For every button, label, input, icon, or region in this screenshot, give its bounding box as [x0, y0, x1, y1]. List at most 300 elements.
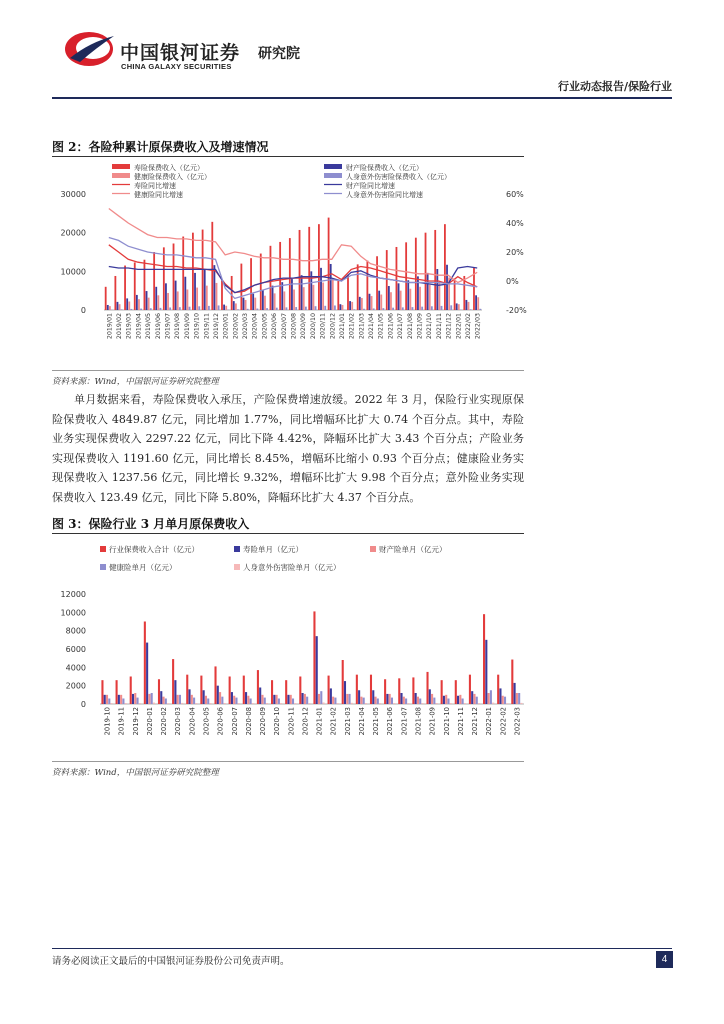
bar-3: [502, 696, 504, 704]
bar-3: [245, 300, 247, 310]
bar-1: [299, 230, 301, 310]
bar-1: [114, 276, 116, 310]
bar-4: [247, 309, 249, 310]
bar-4: [479, 309, 481, 310]
bar-1: [396, 247, 398, 310]
x-tick-label: 2021-02: [329, 707, 338, 736]
x-tick-label: 2019-12: [131, 707, 140, 736]
footer-divider: [52, 948, 672, 949]
bar-5: [125, 703, 127, 704]
bar-5: [266, 703, 268, 704]
bar-2: [415, 693, 417, 704]
bar-1: [271, 680, 273, 704]
bar-5: [238, 703, 240, 704]
bar-3: [106, 695, 108, 704]
bar-2: [349, 301, 351, 310]
bar-3: [403, 697, 405, 704]
bar-3: [225, 306, 227, 310]
bar-1: [173, 243, 175, 310]
bar-2: [175, 281, 177, 310]
bar-4: [160, 308, 162, 310]
bar-2: [465, 300, 467, 310]
bar-4: [198, 306, 200, 310]
x-tick-label: 2021/11: [435, 313, 443, 340]
bar-3: [313, 285, 315, 310]
legend-label: 寿险同比增速: [134, 182, 176, 190]
bar-5: [478, 703, 480, 704]
bar-4: [292, 699, 294, 705]
bar-2: [126, 298, 128, 310]
bar-2: [417, 276, 419, 310]
bar-2: [358, 690, 360, 704]
bar-2: [388, 286, 390, 310]
bar-3: [417, 697, 419, 704]
legend-label: 人身意外伤害险保费收入（亿元）: [346, 173, 451, 181]
bar-3: [254, 298, 256, 310]
bar-4: [276, 308, 278, 310]
bar-1: [342, 660, 344, 704]
bar-4: [470, 309, 472, 310]
bar-1: [186, 675, 188, 704]
bar-3: [128, 301, 130, 310]
bar-2: [514, 683, 516, 704]
legend-label: 人身意外伤害险同比增速: [346, 191, 423, 199]
bar-1: [192, 233, 194, 310]
bar-1: [240, 264, 242, 310]
bar-1: [221, 281, 223, 310]
x-tick-label: 2021/12: [445, 313, 453, 340]
figure3-title-rule: [52, 533, 524, 534]
bar-1: [163, 247, 165, 310]
y-right-tick-label: 0%: [506, 277, 519, 286]
bar-5: [506, 703, 508, 704]
legend-label: 人身意外伤害险单月（亿元）: [243, 563, 341, 572]
bar-3: [351, 302, 353, 310]
bar-4: [140, 309, 142, 310]
x-tick-label: 2022-03: [513, 707, 522, 736]
x-tick-label: 2020/05: [261, 313, 269, 340]
x-tick-label: 2022/01: [455, 313, 463, 340]
x-tick-label: 2021/08: [406, 313, 414, 340]
bar-1: [376, 256, 378, 310]
bar-1: [412, 677, 414, 704]
legend-swatch: [324, 164, 342, 169]
bar-2: [104, 695, 106, 704]
bar-1: [356, 675, 358, 704]
bar-5: [111, 703, 113, 704]
bar-3: [177, 291, 179, 310]
x-tick-label: 2020-06: [216, 707, 225, 736]
y-right-tick-label: -20%: [506, 306, 527, 315]
bar-3: [163, 697, 165, 704]
x-tick-label: 2020-11: [287, 707, 296, 736]
x-tick-label: 2021-08: [414, 707, 423, 736]
figure3-title: 图 3：保险行业 3 月单月原保费收入: [52, 517, 250, 531]
bar-3: [216, 283, 218, 310]
bar-3: [400, 291, 402, 310]
y-right-tick-label: 40%: [506, 219, 524, 228]
figure2-chart: [52, 158, 527, 368]
bar-4: [121, 309, 123, 310]
bar-1: [483, 614, 485, 704]
bar-4: [218, 305, 220, 310]
x-tick-label: 2021-04: [357, 707, 366, 736]
bar-4: [441, 306, 443, 310]
bar-4: [353, 309, 355, 310]
bar-4: [433, 698, 435, 704]
bar-5: [195, 703, 197, 704]
y-left-tick-label: 30000: [60, 190, 86, 199]
x-tick-label: 2021-12: [471, 707, 480, 736]
bar-1: [101, 680, 103, 704]
bar-2: [369, 294, 371, 310]
legend-label: 财产险单月（亿元）: [379, 545, 447, 554]
bar-4: [462, 699, 464, 705]
page-number: 4: [656, 951, 673, 968]
y-left-tick-label: 10000: [60, 267, 86, 277]
x-tick-label: 2021-07: [400, 707, 409, 736]
bar-4: [334, 698, 336, 704]
bar-1: [337, 281, 339, 310]
x-tick-label: 2020/04: [251, 313, 259, 340]
x-tick-label: 2022-01: [485, 707, 494, 736]
bar-1: [299, 677, 301, 705]
bar-3: [148, 694, 150, 704]
legend-label: 健康险单月（亿元）: [109, 563, 177, 572]
bar-1: [279, 242, 281, 310]
bar-4: [189, 307, 191, 310]
x-tick-label: 2021/02: [348, 313, 356, 340]
y-tick-label: 4000: [65, 663, 86, 673]
x-tick-label: 2020-09: [259, 707, 268, 736]
bar-4: [349, 694, 351, 704]
bar-4: [447, 699, 449, 705]
bar-5: [436, 703, 438, 704]
bar-4: [221, 697, 223, 704]
bar-5: [464, 703, 466, 704]
x-tick-label: 2019/07: [164, 313, 172, 340]
bar-4: [315, 306, 317, 310]
bar-1: [347, 275, 349, 310]
x-tick-label: 2019-10: [103, 707, 112, 736]
figure2-title-rule: [52, 156, 524, 157]
bar-3: [318, 694, 320, 704]
bar-3: [458, 304, 460, 310]
bar-3: [380, 295, 382, 310]
bar-3: [276, 695, 278, 704]
bar-1: [229, 677, 231, 705]
x-tick-label: 2020/07: [280, 313, 288, 340]
bar-4: [130, 309, 132, 310]
x-tick-label: 2020/11: [319, 313, 327, 340]
bar-2: [155, 287, 157, 310]
bar-2: [456, 303, 458, 310]
x-tick-label: 2022-02: [499, 707, 508, 736]
bar-3: [206, 286, 208, 310]
bar-2: [330, 688, 332, 704]
bar-1: [444, 224, 446, 310]
bar-5: [421, 703, 423, 704]
bar-2: [443, 696, 445, 704]
bar-3: [157, 295, 159, 310]
bar-5: [393, 703, 395, 704]
bar-3: [167, 293, 169, 310]
x-tick-label: 2020/03: [242, 313, 250, 340]
bar-1: [158, 679, 160, 704]
bar-2: [184, 277, 186, 310]
bar-3: [119, 304, 121, 310]
legend-label: 寿险单月（亿元）: [243, 545, 303, 554]
x-tick-label: 2020-04: [188, 707, 197, 736]
bar-5: [209, 703, 211, 704]
bar-4: [421, 307, 423, 310]
y-tick-label: 10000: [60, 608, 86, 618]
legend-swatch: [112, 173, 130, 178]
x-tick-label: 2019/06: [154, 313, 162, 340]
x-tick-label: 2020/01: [222, 313, 230, 340]
x-tick-label: 2020/10: [309, 313, 317, 340]
bar-3: [138, 299, 140, 310]
y-tick-label: 2000: [65, 681, 86, 691]
bar-2: [233, 301, 235, 310]
bar-4: [382, 308, 384, 310]
bar-5: [224, 703, 226, 704]
x-tick-label: 2020-10: [273, 707, 282, 736]
bar-3: [148, 298, 150, 310]
bar-4: [207, 699, 209, 705]
x-tick-label: 2019/01: [106, 313, 114, 340]
bar-3: [342, 305, 344, 310]
bar-1: [243, 676, 245, 704]
legend-swatch: [370, 546, 376, 552]
x-tick-label: 2021-09: [428, 707, 437, 736]
bar-1: [426, 672, 428, 704]
x-tick-label: 2020/09: [300, 313, 308, 340]
bar-2: [499, 688, 501, 704]
x-tick-label: 2020-07: [230, 707, 239, 736]
bar-3: [419, 287, 421, 310]
bar-3: [261, 695, 263, 704]
bar-2: [259, 688, 261, 705]
bar-3: [346, 694, 348, 704]
bar-2: [117, 302, 119, 310]
bar-1: [434, 230, 436, 310]
bar-2: [203, 690, 205, 704]
bar-3: [109, 306, 111, 310]
legend-label: 健康险保费收入（亿元）: [134, 173, 211, 181]
bar-3: [477, 297, 479, 310]
x-tick-label: 2021-10: [442, 707, 451, 736]
bar-2: [107, 305, 109, 310]
x-tick-label: 2021/01: [338, 313, 346, 340]
figure3-source: 资料来源：Wind，中国银河证券研究院整理: [52, 768, 219, 778]
legend-label: 财产险同比增速: [346, 182, 395, 190]
brand-name-cn: 中国银河证券: [120, 42, 241, 64]
figure2-source: 资料来源：Wind，中国银河证券研究院整理: [52, 377, 219, 387]
x-tick-label: 2020/12: [329, 313, 337, 340]
bar-3: [264, 296, 266, 310]
legend-swatch: [234, 546, 240, 552]
x-tick-label: 2019/09: [183, 313, 191, 340]
bar-2: [320, 268, 322, 310]
bar-1: [328, 676, 330, 704]
bar-2: [146, 291, 148, 310]
figure2-title: 图 2：各险种累计原保费收入及增速情况: [52, 140, 269, 154]
bar-1: [289, 238, 291, 310]
body-paragraph: 单月数据来看，寿险保费收入承压，产险保费增速放缓。2022 年 3 月，保险行业实现原保险保费收入 4849.87 亿元，同比增加 1.77%，同比增幅环比扩大 0.74 个百分点。其中，寿险业务实现保费收入 2297.22 亿元，同比下降 4.42%，降幅环比扩大 3.43 个百分点；产险业务实现保费收入 1191.60 亿元，同比增长 8.45%，增幅环比缩小 0.93 个百分点；健康险业务实现保费收入 1237.56 亿元，同比增长 9.32%，增幅环比扩大 9.98 个百分点；意外险业务实现保费收入 123.49 亿元，同比下降 5.80%，降幅环比扩大 4.37 个百分点。: [52, 393, 524, 504]
bar-5: [252, 703, 254, 704]
y-left-tick-label: 20000: [60, 228, 86, 238]
bar-4: [165, 699, 167, 705]
bar-1: [144, 260, 146, 310]
bar-1: [285, 680, 287, 704]
bar-1: [105, 287, 107, 310]
bar-3: [332, 278, 334, 310]
bar-3: [290, 695, 292, 704]
bar-1: [172, 659, 174, 704]
figure2-source-rule: [52, 370, 524, 371]
x-tick-label: 2021/10: [426, 313, 434, 340]
x-tick-label: 2020/02: [232, 313, 240, 340]
x-tick-label: 2021/07: [397, 313, 405, 340]
bar-4: [305, 307, 307, 310]
bar-1: [405, 242, 407, 310]
bar-4: [320, 691, 322, 704]
y-tick-label: 6000: [65, 645, 86, 654]
x-tick-label: 2020-08: [244, 707, 253, 736]
bar-2: [359, 297, 361, 310]
bar-1: [497, 675, 499, 704]
x-tick-label: 2021-01: [315, 707, 324, 736]
bar-4: [324, 306, 326, 310]
bar-5: [323, 703, 325, 704]
bar-2: [316, 636, 318, 704]
bar-3: [429, 285, 431, 310]
bar-2: [136, 295, 138, 310]
y-right-tick-label: 60%: [506, 190, 524, 199]
bar-3: [120, 695, 122, 704]
bar-3: [371, 296, 373, 310]
bar-4: [334, 305, 336, 310]
bar-2: [287, 695, 289, 704]
bar-2: [407, 280, 409, 310]
bar-5: [280, 703, 282, 704]
bar-1: [370, 675, 372, 704]
bar-4: [169, 307, 171, 310]
bar-2: [429, 689, 431, 704]
legend-swatch: [324, 173, 342, 178]
bar-3: [389, 694, 391, 704]
bar-3: [390, 292, 392, 310]
bar-1: [200, 676, 202, 704]
bar-1: [398, 678, 400, 704]
bar-3: [445, 695, 447, 704]
x-tick-label: 2020-05: [202, 707, 211, 736]
bar-2: [188, 689, 190, 704]
bar-4: [235, 698, 237, 704]
bar-4: [193, 698, 195, 704]
bar-3: [431, 694, 433, 704]
figure3-source-rule: [52, 761, 524, 762]
footer-disclaimer: 请务必阅读正文最后的中国银河证券股份公司免责声明。: [52, 956, 290, 967]
bar-1: [257, 670, 259, 704]
bar-2: [398, 283, 400, 310]
bar-2: [146, 643, 148, 704]
bar-2: [427, 273, 429, 310]
legend-swatch: [112, 164, 130, 169]
bar-5: [407, 703, 409, 704]
bar-1: [116, 680, 118, 704]
bar-4: [476, 697, 478, 704]
legend-label: 行业保费收入合计（亿元）: [109, 545, 199, 554]
bar-3: [322, 283, 324, 310]
bar-4: [450, 305, 452, 310]
bar-1: [250, 258, 252, 310]
bar-3: [233, 696, 235, 704]
x-tick-label: 2019/04: [135, 313, 143, 340]
bar-5: [520, 703, 522, 704]
bar-2: [400, 693, 402, 704]
bar-5: [153, 703, 155, 704]
bar-3: [375, 697, 377, 704]
y-left-tick-label: 0: [80, 306, 86, 315]
bar-5: [450, 703, 452, 704]
x-tick-label: 2020/06: [271, 313, 279, 340]
bar-5: [365, 703, 367, 704]
bar-2: [223, 305, 225, 310]
bar-2: [262, 290, 264, 310]
bar-4: [377, 699, 379, 705]
bar-4: [179, 695, 181, 704]
x-tick-label: 2022/02: [464, 313, 472, 340]
x-tick-label: 2020/08: [290, 313, 298, 340]
bar-5: [492, 703, 494, 704]
bar-1: [153, 252, 155, 310]
bar-4: [373, 308, 375, 310]
bar-3: [409, 289, 411, 310]
legend-swatch: [100, 546, 106, 552]
bar-1: [231, 276, 233, 310]
bar-4: [412, 307, 414, 310]
bar-3: [293, 290, 295, 310]
legend-label: 寿险保费收入（亿元）: [134, 164, 204, 172]
bar-3: [488, 693, 490, 704]
x-tick-label: 2021-05: [372, 707, 381, 736]
bar-2: [372, 690, 374, 704]
bar-1: [469, 675, 471, 704]
bar-2: [457, 696, 459, 704]
bar-3: [473, 694, 475, 704]
bar-1: [441, 680, 443, 704]
bar-5: [181, 703, 183, 704]
bar-5: [167, 703, 169, 704]
y-tick-label: 8000: [65, 626, 86, 636]
x-tick-label: 2019/11: [203, 313, 211, 340]
bar-5: [351, 703, 353, 704]
bar-3: [274, 293, 276, 310]
bar-4: [137, 698, 139, 704]
bar-2: [118, 695, 120, 704]
bar-4: [208, 306, 210, 310]
x-tick-label: 2020-01: [145, 707, 154, 736]
bar-1: [182, 237, 184, 310]
bar-1: [455, 680, 457, 704]
bar-3: [134, 693, 136, 704]
bar-4: [490, 690, 492, 704]
bar-4: [391, 698, 393, 704]
x-tick-label: 2021/04: [368, 313, 376, 340]
bar-3: [303, 287, 305, 310]
